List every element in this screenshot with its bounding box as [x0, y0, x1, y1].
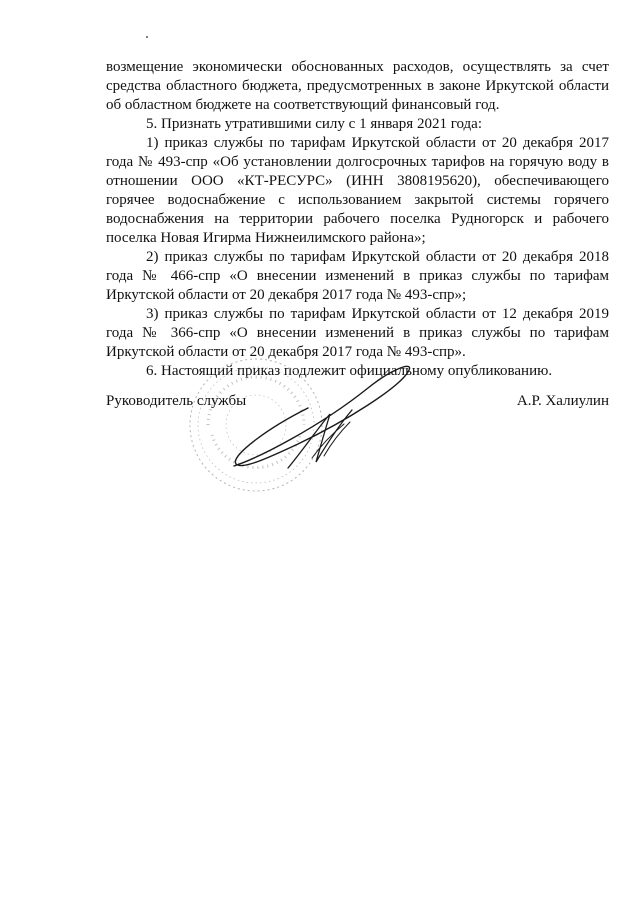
handwritten-signature-icon [228, 358, 418, 474]
signatory-name: А.Р. Халиулин [516, 393, 609, 409]
paragraph-item-6: 6. Настоящий приказ подлежит официальному опубликованию. [146, 363, 553, 379]
paragraph-item-5-2: 2) приказ службы по тарифам Иркутской области от 20 декабря 2018 года № 466-спр «О внесении изменений в приказ службы по тарифам Иркутской области от 20 декабря 2017 года № 493-спр»; [106, 249, 609, 303]
paragraph-item-5: 5. Признать утратившими силу с 1 января 2021 года: [146, 116, 482, 132]
paragraph-continuation: возмещение экономически обоснованных расходов, осуществлять за счет средства областного бюджета, предусмотренных в законе Иркутской области об областном бюджете на соответствующий финансовый год. [106, 59, 609, 113]
signatory-title: Руководитель службы [106, 393, 247, 409]
scan-dot [146, 36, 148, 38]
document-body [106, 58, 609, 381]
paragraph-item-5-3: 3) приказ службы по тарифам Иркутской области от 12 декабря 2019 года № 366-спр «О внесении изменений в приказ службы по тарифам Иркутской области от 20 декабря 2017 года № 493-спр». [106, 306, 609, 360]
paragraph-item-5-1: 1) приказ службы по тарифам Иркутской области от 20 декабря 2017 года № 493-спр «Об установлении долгосрочных тарифов на горячую воду в отношении ООО «КТ-РЕСУРС» (ИНН 3808195620), обеспечивающего горячее водоснабжение с использованием закрытой системы горячего водоснабжения на территории рабочего поселка Рудногорск и рабочего поселка Новая Игирма Нижнеилимского района»; [106, 135, 609, 246]
